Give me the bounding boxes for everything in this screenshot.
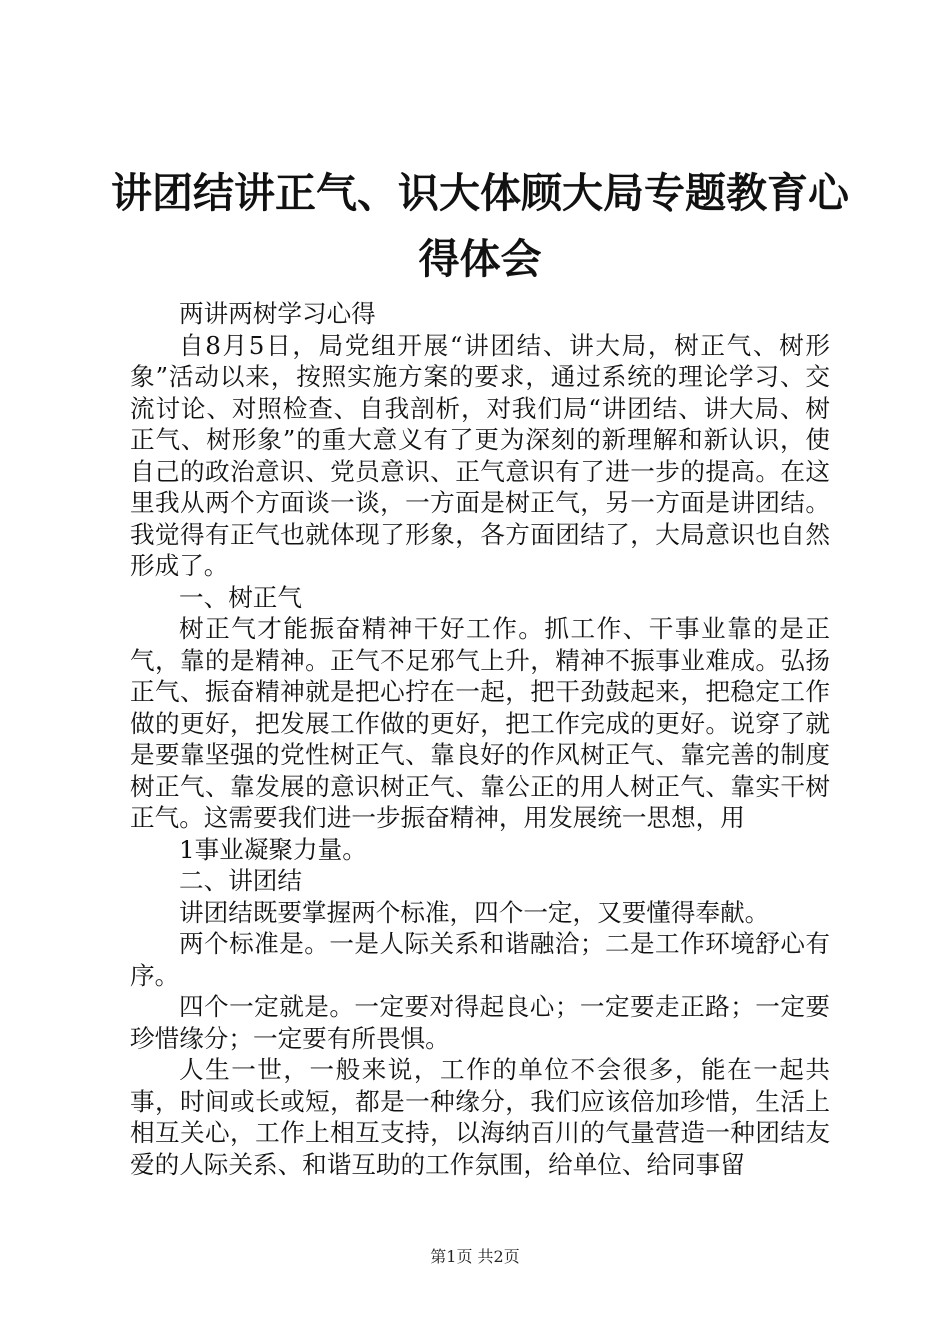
- section-heading-1: 一、树正气: [179, 582, 302, 612]
- paragraph-intro: 自8月5日，局党组开展“讲团结、讲大局，树正气、树形象”活动以来，按照实施方案的要求，通过系统的理论学习、交流讨论、对照检查、自我剖析，对我们局“讲团结、讲大局、树正气、树形象”的重大意义有了更为深刻的新理解和新认识，使自己的政治意识、党员意识、正气意识有了进一步的提高。在这里我从两个方面谈一谈，一方面是树正气，另一方面是讲团结。我觉得有正气也就体现了形象，各方面团结了，大局意识也自然形成了。: [130, 330, 830, 580]
- paragraph-continuation: 1事业凝聚力量。: [179, 834, 367, 864]
- document-body: [130, 298, 830, 1180]
- paragraph-four-musts: 四个一定就是。一定要对得起良心；一定要走正路；一定要珍惜缘分；一定要有所畏惧。: [130, 992, 830, 1053]
- section-heading-2: 二、讲团结: [179, 866, 302, 895]
- paragraph-section-1: 树正气才能振奋精神干好工作。抓工作、干事业靠的是正气，靠的是精神。正气不足邪气上升，精神不振事业难成。弘扬正气、振奋精神就是把心拧在一起，把干劲鼓起来，把稳定工作做的更好，把发展工作做的更好，把工作完成的更好。说穿了就是要靠坚强的党性树正气、靠良好的作风树正气、靠完善的制度树正气、靠发展的意识树正气、靠公正的用人树正气、靠实干树正气。这需要我们进一步振奋精神，用发展统一思想，用: [130, 614, 830, 832]
- paragraph-two-standards: 两个标准是。一是人际关系和谐融洽；二是工作环境舒心有序。: [130, 929, 830, 990]
- document-title: 讲团结讲正气、识大体顾大局专题教育心得体会: [111, 169, 849, 283]
- page-number-footer: 第1页 共2页: [430, 1247, 520, 1266]
- paragraph-section-2: 讲团结既要掌握两个标准，四个一定，又要懂得奉献。: [179, 897, 770, 927]
- paragraph-subtitle: 两讲两树学习心得: [179, 299, 376, 328]
- paragraph-life: 人生一世，一般来说，工作的单位不会很多，能在一起共事，时间或长或短，都是一种缘分，我们应该倍加珍惜，生活上相互关心，工作上相互支持，以海纳百川的气量营造一种团结友爱的人际关系、和谐互助的工作氛围，给单位、给同事留: [130, 1055, 830, 1179]
